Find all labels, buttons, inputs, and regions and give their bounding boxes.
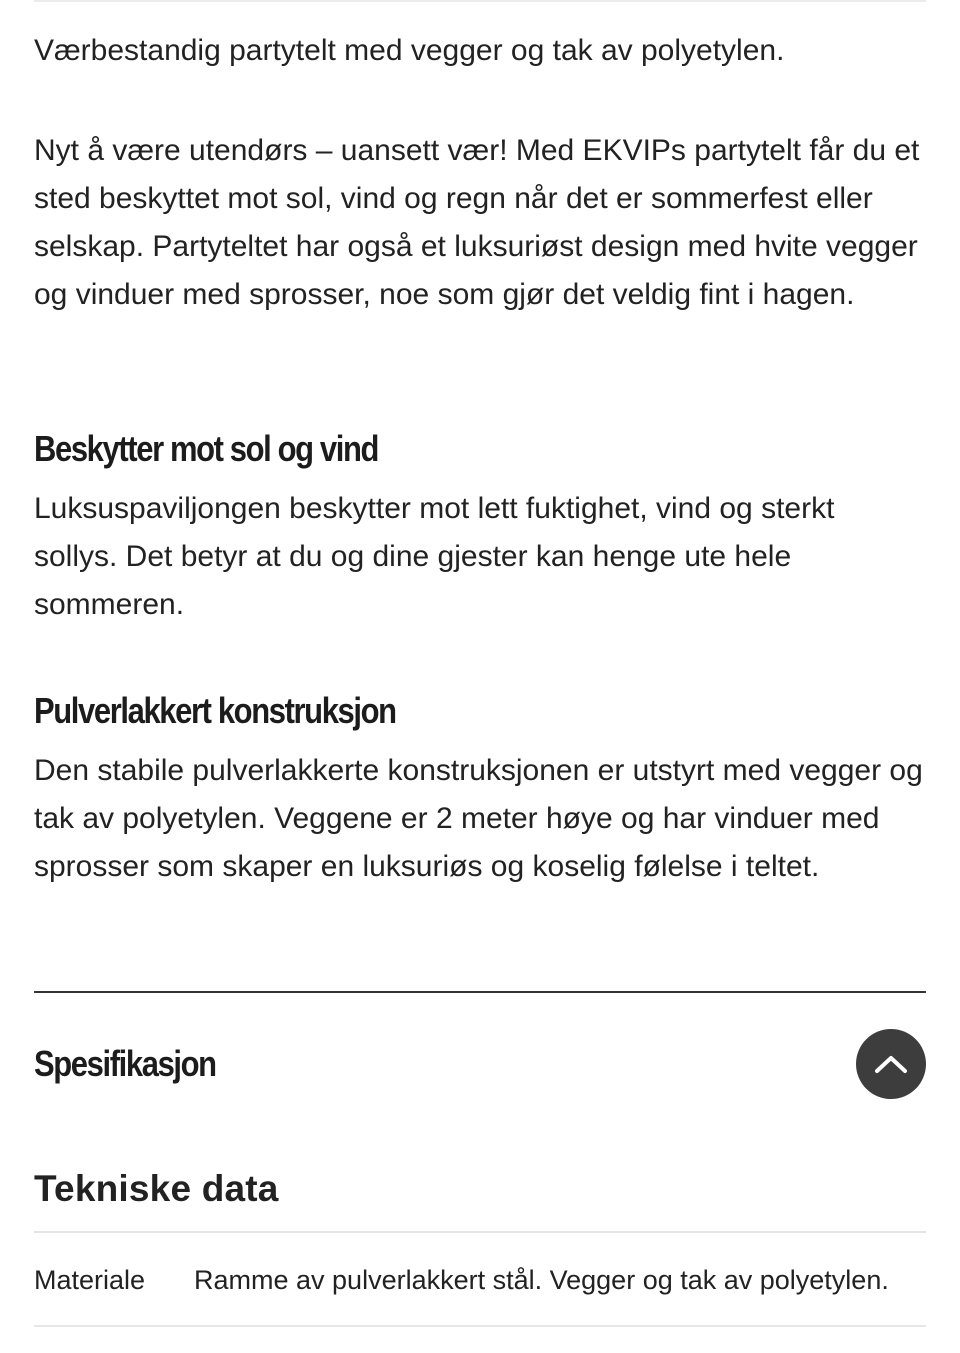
collapse-specification-button[interactable]: [856, 1029, 926, 1099]
specification-title: Spesifikasjon: [34, 1043, 216, 1084]
section-heading-sun-wind: Beskytter mot sol og vind: [34, 428, 379, 469]
section-divider: [34, 991, 926, 993]
spec-label-material: Materiale: [34, 1264, 146, 1295]
section-text-sun-wind: Luksuspaviljongen beskytter mot lett fuktighet, vind og sterkt sollys. Det betyr at du og dine gjester kan henge ute hele sommeren.: [34, 492, 835, 621]
intro-text: Værbestandig partytelt med vegger og tak av polyetylen.: [34, 34, 785, 67]
table-row: [34, 1258, 926, 1302]
top-divider: [34, 0, 926, 2]
description-paragraph: Nyt å være utendørs – uansett vær! Med EKVIPs partytelt får du et sted beskyttet mot sol, vind og regn når det er sommerfest eller selskap. Partyteltet har også et luksuriøst design med hvite vegger og vinduer med sprosser, noe som gjør det veldig fint i hagen.: [34, 134, 920, 311]
spec-value-material: Ramme av pulverlakkert stål. Vegger og tak av polyetylen.: [194, 1264, 889, 1295]
table-divider-bottom: [34, 1325, 926, 1327]
section-text-construction: Den stabile pulverlakkerte konstruksjonen er utstyrt med vegger og tak av polyetylen. Veggene er 2 meter høye og har vinduer med sprosser som skaper en luksuriøs og koselig følelse i teltet.: [34, 754, 923, 883]
specification-accordion-header[interactable]: [34, 1028, 926, 1100]
chevron-up-icon: [874, 1054, 908, 1074]
section-heading-construction: Pulverlakkert konstruksjon: [34, 690, 396, 731]
technical-data-title: Tekniske data: [34, 1168, 279, 1209]
table-divider-top: [34, 1231, 926, 1233]
